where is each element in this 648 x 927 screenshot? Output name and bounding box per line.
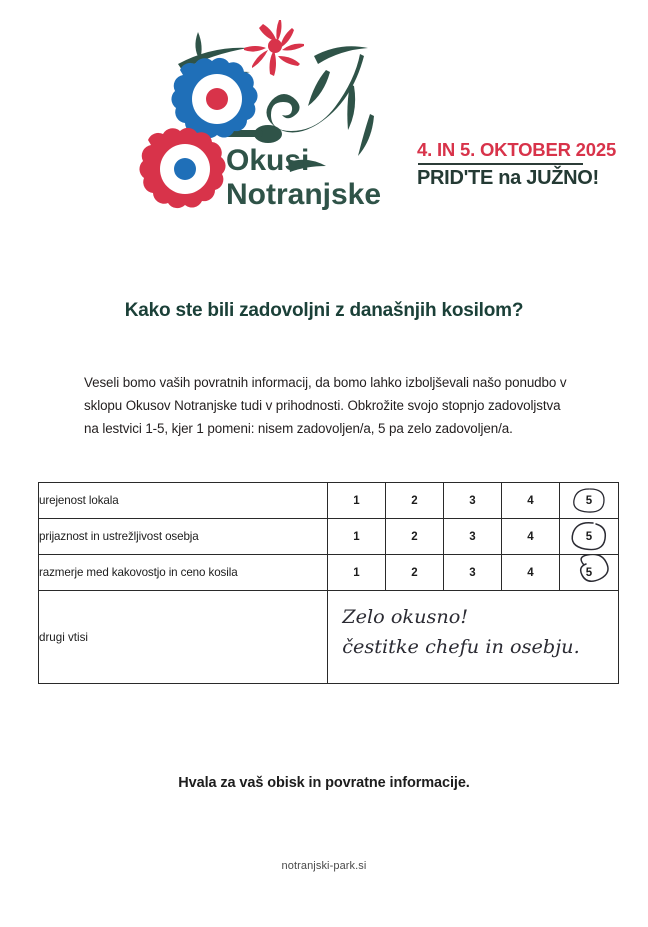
rating-option-1[interactable]: 1	[328, 483, 386, 519]
rating-option-4[interactable]: 4	[502, 483, 560, 519]
table-row-comment	[39, 591, 619, 684]
rating-option-5-selected[interactable]	[560, 555, 619, 591]
rating-option-4[interactable]: 4	[502, 519, 560, 555]
logo-wordmark-line2: Notranjske	[226, 178, 382, 211]
survey-table-body	[39, 483, 619, 684]
table-row	[39, 555, 619, 591]
comment-answer-area[interactable]	[328, 591, 619, 684]
rating-option-2[interactable]: 2	[386, 555, 444, 591]
rating-option-1[interactable]: 1	[328, 555, 386, 591]
handwritten-line-2: čestitke chefu in osebju.	[342, 635, 580, 658]
blue-flower-icon	[171, 58, 257, 138]
rating-option-5-selected[interactable]	[560, 519, 619, 555]
handwritten-comment	[328, 591, 618, 683]
criteria-label: razmerje med kakovostjo in ceno kosila	[39, 555, 328, 591]
rating-option-3[interactable]: 3	[444, 519, 502, 555]
satisfaction-survey-table	[38, 482, 619, 684]
rating-value: 5	[585, 566, 593, 579]
table-row	[39, 483, 619, 519]
event-info-block	[417, 140, 642, 189]
rating-option-3[interactable]: 3	[444, 483, 502, 519]
red-flower-icon	[139, 128, 225, 208]
event-slogan: PRID'TE na JUŽNO!	[417, 167, 599, 190]
rating-option-5-selected[interactable]	[560, 483, 619, 519]
comment-label: drugi vtisi	[39, 591, 328, 684]
website-url: notranjski-park.si	[281, 860, 367, 872]
criteria-label: urejenost lokala	[39, 483, 328, 519]
rating-option-3[interactable]: 3	[444, 555, 502, 591]
event-divider-rule	[418, 163, 583, 165]
criteria-label: prijaznost in ustrežljivost osebja	[39, 519, 328, 555]
logo-wordmark-line1: Okusi	[226, 144, 310, 177]
okusi-notranjske-logo	[118, 12, 418, 222]
rating-option-2[interactable]: 2	[386, 519, 444, 555]
event-date: 4. IN 5. OKTOBER 2025	[417, 139, 617, 160]
rating-option-4[interactable]: 4	[502, 555, 560, 591]
rating-option-2[interactable]: 2	[386, 483, 444, 519]
table-row	[39, 519, 619, 555]
rating-value: 5	[585, 494, 593, 507]
intro-paragraph: Veseli bomo vaših povratnih informacij, da bomo lahko izboljševali našo ponudbo v sklopu Okusov Notranjske tudi v prihodnosti. Obkrožite svojo stopnjo zadovoljstva na lestvici 1-5, kjer 1 pomeni: nisem zadovoljen/a, 5 pa zelo zadovoljen/a.	[84, 375, 567, 436]
header-band	[0, 0, 648, 240]
handwritten-line-1: Zelo okusno!	[342, 605, 469, 628]
rating-value: 5	[585, 530, 593, 543]
thank-you-message: Hvala za vaš obisk in povratne informacije.	[178, 775, 470, 791]
red-daisy-icon	[244, 20, 304, 76]
page-title: Kako ste bili zadovoljni z današnjih kosilom?	[124, 300, 524, 321]
rating-option-1[interactable]: 1	[328, 519, 386, 555]
